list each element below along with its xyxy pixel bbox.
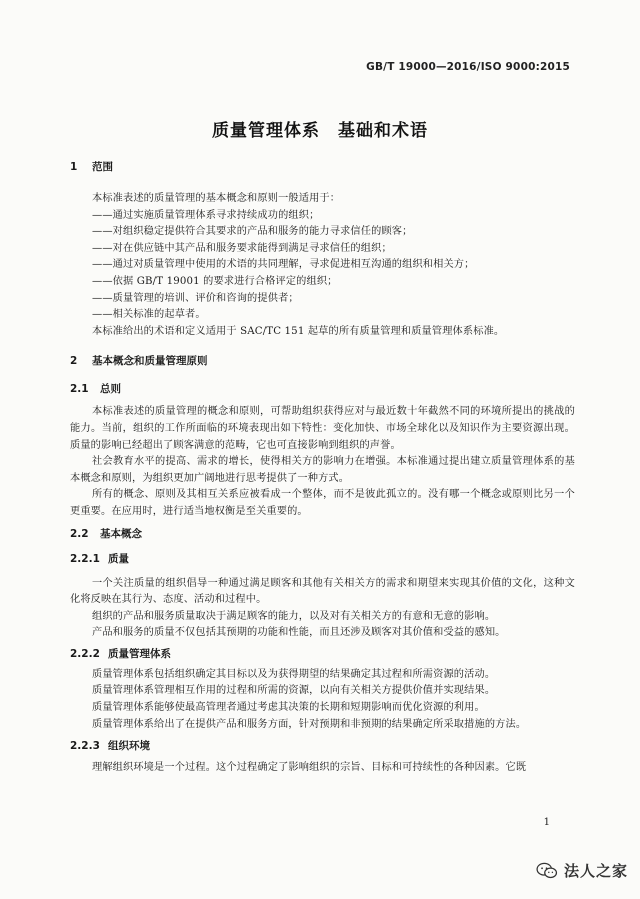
page-number: 1 bbox=[543, 817, 550, 828]
section-2-1-heading bbox=[70, 382, 575, 396]
section-number: 2 bbox=[70, 355, 78, 368]
section-2-2-heading bbox=[70, 527, 575, 541]
paragraph: 所有的概念、原则及其相互关系应被看成一个整体，而不是彼此孤立的。没有哪一个概念或原则比另一个更重要。在应用时，进行适当地权衡是至关重要的。 bbox=[70, 489, 575, 517]
section-1-heading bbox=[70, 160, 575, 174]
paragraph: 质量管理体系管理相互作用的过程和所需的资源，以向有关相关方提供价值并实现结果。 bbox=[92, 685, 496, 697]
section-number: 1 bbox=[70, 161, 78, 173]
section-2-heading bbox=[70, 354, 575, 368]
paragraph: 质量管理体系给出了在提供产品和服务方面，针对预期和非预期的结果确定所采取措施的方法。 bbox=[92, 718, 527, 730]
wechat-icon bbox=[536, 862, 558, 880]
list-item: ——质量管理的培训、评价和咨询的提供者； bbox=[92, 292, 299, 304]
section-number: 2.2 bbox=[70, 527, 89, 540]
paragraph: 质量管理体系包括组织确定其目标以及为获得期望的结果确定其过程和所需资源的活动。 bbox=[92, 668, 496, 680]
section-2-2-1-heading bbox=[70, 552, 575, 566]
watermark bbox=[536, 860, 628, 881]
watermark-text: 法人之家 bbox=[563, 862, 628, 880]
section-title: 质量管理体系 bbox=[108, 647, 171, 660]
section-title: 基本概念 bbox=[100, 527, 142, 540]
paragraph: 产品和服务的质量不仅包括其预期的功能和性能，而且还涉及顾客对其价值和受益的感知。 bbox=[92, 627, 506, 639]
section-title: 总则 bbox=[100, 383, 121, 396]
paragraph: 本标准表述的质量管理的概念和原则，可帮助组织获得应对与最近数十年截然不同的环境所提出的挑战的能力。当前，组织的工作所面临的环境表现出如下特性：变化加快、市场全球化以及知识作为主要资源出现。质量的影响已经超出了顾客满意的范畴，它也可直接影响到组织的声誉。 bbox=[70, 406, 575, 451]
list-item: ——依据 GB/T 19001 的要求进行合格评定的组织； bbox=[92, 275, 338, 287]
paragraph: 社会教育水平的提高、需求的增长，使得相关方的影响力在增强。本标准通过提出建立质量管理体系的基本概念和原则，为组织更加广阔地进行思考提供了一种方式。 bbox=[70, 456, 575, 484]
list-item: ——对在供应链中其产品和服务要求能得到满足寻求信任的组织； bbox=[92, 242, 392, 254]
paragraph: 组织的产品和服务质量取决于满足顾客的能力，以及对有关相关方的有意和无意的影响。 bbox=[92, 610, 496, 622]
section-2-2-3-heading bbox=[70, 739, 575, 753]
list-item: ——对组织稳定提供符合其要求的产品和服务的能力寻求信任的顾客； bbox=[92, 226, 413, 238]
paragraph: 本标准表述的质量管理的基本概念和原则一般适用于： bbox=[92, 193, 341, 204]
section-title: 组织环境 bbox=[108, 740, 150, 753]
section-number: 2.2.2 bbox=[70, 647, 100, 660]
paragraph: 质量管理体系能够使最高管理者通过考虑其决策的长期和短期影响而优化资源的利用。 bbox=[92, 702, 485, 714]
list-item: ——通过对质量管理中使用的术语的共同理解，寻求促进相互沟通的组织和相关方； bbox=[92, 259, 475, 271]
list-item: ——通过实施质量管理体系寻求持续成功的组织； bbox=[92, 209, 320, 221]
standard-code: GB/T 19000—2016/ISO 9000:2015 bbox=[366, 61, 570, 73]
document-body bbox=[70, 160, 575, 777]
document-title: 质量管理体系 基础和术语 bbox=[212, 121, 428, 141]
paragraph: 理解组织环境是一个过程。这个过程确定了影响组织的宗旨、目标和可持续性的各种因素。它既 bbox=[92, 762, 527, 774]
section-number: 2.1 bbox=[70, 383, 89, 396]
section-number: 2.2.3 bbox=[70, 740, 100, 753]
paragraph: 一个关注质量的组织倡导一种通过满足顾客和其他有关相关方的需求和期望来实现其价值的文化，这种文化将反映在其行为、态度、活动和过程中。 bbox=[70, 577, 575, 606]
section-number: 2.2.1 bbox=[70, 552, 100, 565]
paragraph: 本标准给出的术语和定义适用于 SAC/TC 151 起草的所有质量管理和质量管理体系标准。 bbox=[92, 325, 505, 337]
section-title: 基本概念和质量管理原则 bbox=[92, 355, 208, 368]
section-2-2-2-heading bbox=[70, 647, 575, 661]
list-item: ——相关标准的起草者。 bbox=[92, 309, 206, 321]
section-title: 质量 bbox=[108, 552, 129, 565]
section-title: 范围 bbox=[92, 161, 113, 173]
